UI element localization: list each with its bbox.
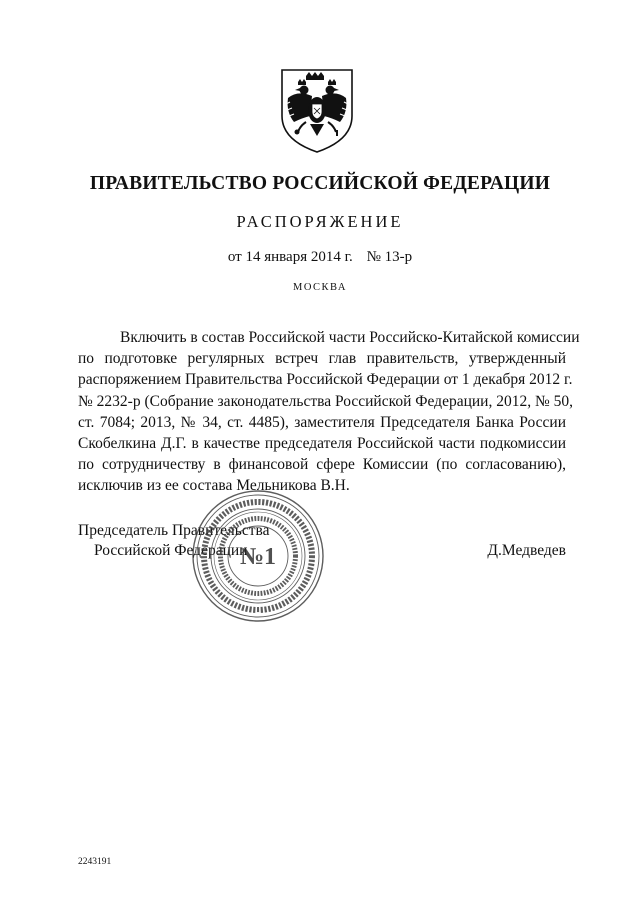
signatory-position-line: Председатель Правительства (78, 522, 270, 539)
government-title: ПРАВИТЕЛЬСТВО РОССИЙСКОЙ ФЕДЕРАЦИИ (89, 173, 551, 194)
seal-number: №1 (239, 544, 277, 570)
text-line: по подготовке регулярных встреч глав правительств, утвержденный (78, 350, 566, 368)
signatory-name: Д.Медведев (487, 542, 566, 559)
text-line: Скобелкина Д.Г. в качестве председателя Российской части подкомиссии (78, 434, 566, 452)
document-date: от 14 января 2014 г. (227, 249, 353, 265)
document-city: МОСКВА (293, 282, 347, 293)
text-line: № 2232-р (Собрание законодательства Российской Федерации, 2012, № 50, (78, 392, 574, 410)
text-line: ст. 7084; 2013, № 34, ст. 4485), заместителя Председателя Банка России (78, 413, 566, 431)
document-date-line (0, 249, 640, 266)
document-code: 2243191 (78, 857, 112, 867)
text-line: Включить в состав Российской части Российско-Китайской комиссии (120, 329, 580, 346)
double-headed-eagle-icon (276, 66, 358, 154)
text-line: исключив из ее состава Мельникова В.Н. (78, 477, 350, 495)
document-type: РАСПОРЯЖЕНИЕ (236, 212, 404, 231)
text-line: по сотрудничеству в финансовой сфере Комиссии (по согласованию), (78, 456, 566, 474)
signatory-position-line: Российской Федерации (94, 542, 248, 559)
round-seal-icon (190, 488, 326, 624)
text-line: распоряжением Правительства Российской Федерации от 1 декабря 2012 г. (78, 371, 573, 389)
order-text (78, 327, 580, 497)
document-number: № 13-р (366, 249, 413, 265)
